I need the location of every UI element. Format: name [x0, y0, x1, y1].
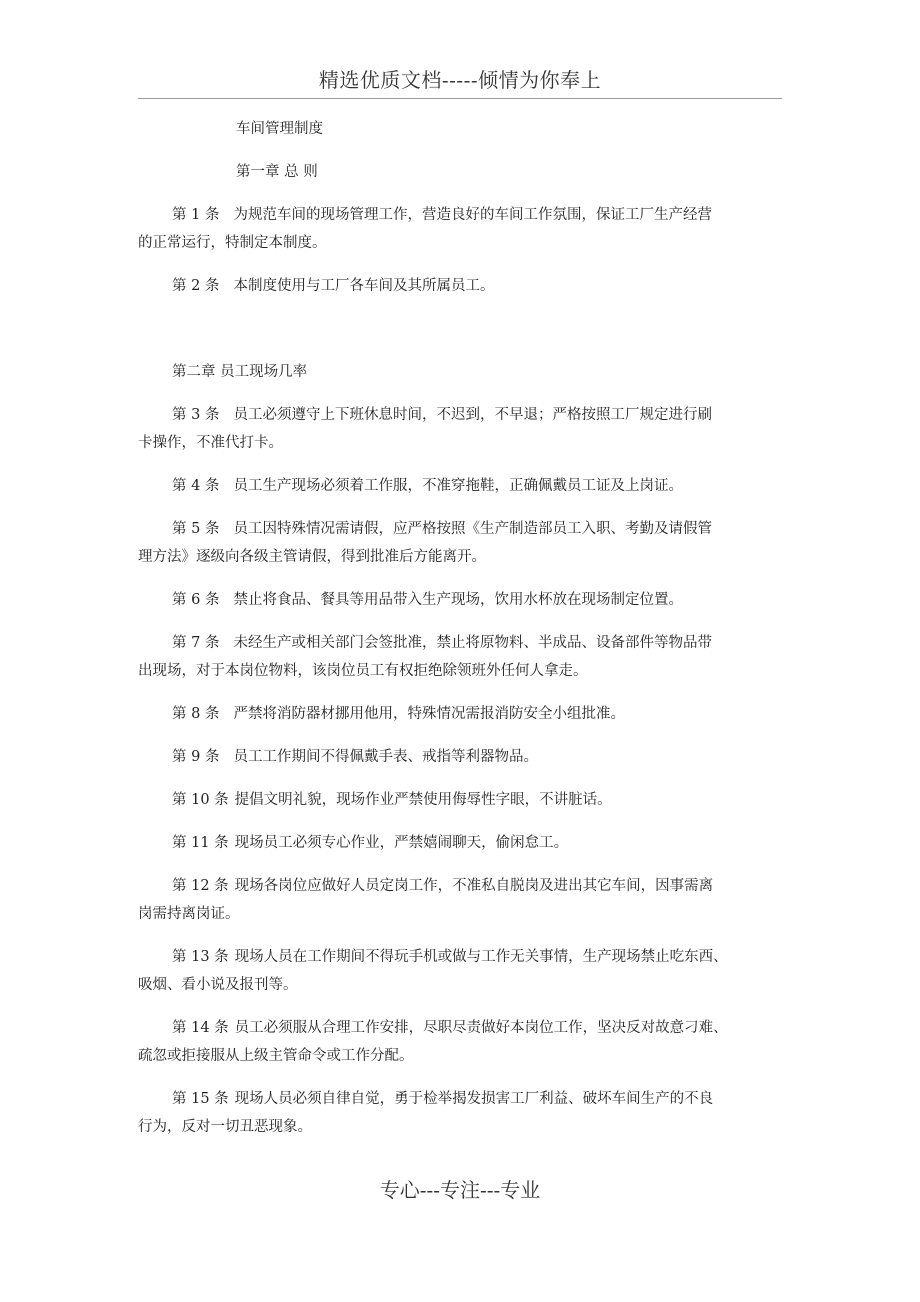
clause-number: 第 3 条	[172, 407, 220, 423]
clause-13-continuation: 吸烟、看小说及报刊等。	[138, 977, 298, 993]
clause-7-continuation: 出现场，对于本岗位物料，该岗位员工有权拒绝除领班外任何人拿走。	[138, 663, 588, 679]
clause-text: 现场各岗位应做好人员定岗工作，不准私自脱岗及进出其它车间，因事需离	[234, 878, 714, 894]
clause-number: 第 9 条	[172, 749, 220, 765]
clause-number: 第 7 条	[172, 635, 220, 651]
clause-number: 第 1 条	[172, 207, 220, 223]
clause-text: 未经生产或相关部门会签批准，禁止将原物料、半成品、设备部件等物品带	[233, 635, 712, 651]
clause-text: 禁止将食品、餐具等用品带入生产现场，饮用水杯放在现场制定位置。	[233, 592, 683, 608]
clause-number: 第 8 条	[172, 706, 220, 722]
clause-number: 第 11 条	[172, 835, 229, 851]
clause-8	[172, 697, 822, 731]
clause-6	[172, 583, 822, 617]
clause-4	[172, 469, 822, 503]
clause-9	[172, 740, 822, 774]
clause-12-continuation: 岗需持离岗证。	[138, 906, 240, 922]
page-header: 精选优质文档-----倾情为你奉上	[318, 68, 602, 92]
clause-number: 第 15 条	[172, 1091, 229, 1107]
clause-text: 员工生产现场必须着工作服，不准穿拖鞋，正确佩戴员工证及上岗证。	[233, 478, 683, 494]
clause-2	[172, 269, 822, 303]
clause-number: 第 6 条	[172, 592, 220, 608]
clause-text: 提倡文明礼貌，现场作业严禁使用侮辱性字眼，不讲脏话。	[234, 792, 612, 808]
clause-number: 第 14 条	[172, 1020, 229, 1036]
clause-text: 现场人员在工作期间不得玩手机或做与工作无关事情，生产现场禁止吃东西、	[234, 949, 728, 965]
clause-text: 员工工作期间不得佩戴手表、戒指等利器物品。	[233, 749, 538, 765]
clause-text: 本制度使用与工厂各车间及其所属员工。	[233, 278, 495, 294]
clause-14-continuation: 疏忽或拒接服从上级主管命令或工作分配。	[138, 1048, 414, 1064]
clause-number: 第 5 条	[172, 521, 220, 537]
clause-number: 第 2 条	[172, 278, 220, 294]
clause-15-continuation: 行为，反对一切丑恶现象。	[138, 1119, 312, 1135]
document-title: 车间管理制度	[236, 121, 323, 137]
clause-number: 第 10 条	[172, 792, 229, 808]
clause-11	[172, 826, 822, 860]
clause-text: 为规范车间的现场管理工作，营造良好的车间工作氛围，保证工厂生产经营	[233, 207, 712, 223]
clause-number: 第 4 条	[172, 478, 220, 494]
clause-1-continuation: 的正常运行，特制定本制度。	[138, 235, 327, 251]
clause-5-continuation: 理方法》逐级向各级主管请假，得到批准后方能离开。	[138, 549, 486, 565]
clause-text: 员工因特殊情况需请假，应严格按照《生产制造部员工入职、考勤及请假管	[233, 521, 712, 537]
clause-number: 第 13 条	[172, 949, 229, 965]
clause-text: 员工必须服从合理工作安排，尽职尽责做好本岗位工作，坚决反对故意刁难、	[234, 1020, 728, 1036]
clause-number: 第 12 条	[172, 878, 229, 894]
clause-text: 员工必须遵守上下班休息时间，不迟到，不早退；严格按照工厂规定进行刷	[233, 407, 712, 423]
clause-text: 严禁将消防器材挪用他用，特殊情况需报消防安全小组批准。	[233, 706, 625, 722]
chapter-heading: 第一章 总 则	[236, 164, 318, 180]
clause-text: 现场员工必须专心作业，严禁嬉闹聊天，偷闲怠工。	[234, 835, 569, 851]
chapter-heading: 第二章 员工现场几率	[172, 364, 308, 380]
clause-3-continuation: 卡操作，不准代打卡。	[138, 435, 283, 451]
clause-10	[172, 783, 822, 817]
page-footer: 专心---专注---专业	[379, 1178, 541, 1202]
clause-text: 现场人员必须自律自觉，勇于检举揭发损害工厂利益、破坏车间生产的不良	[234, 1091, 714, 1107]
